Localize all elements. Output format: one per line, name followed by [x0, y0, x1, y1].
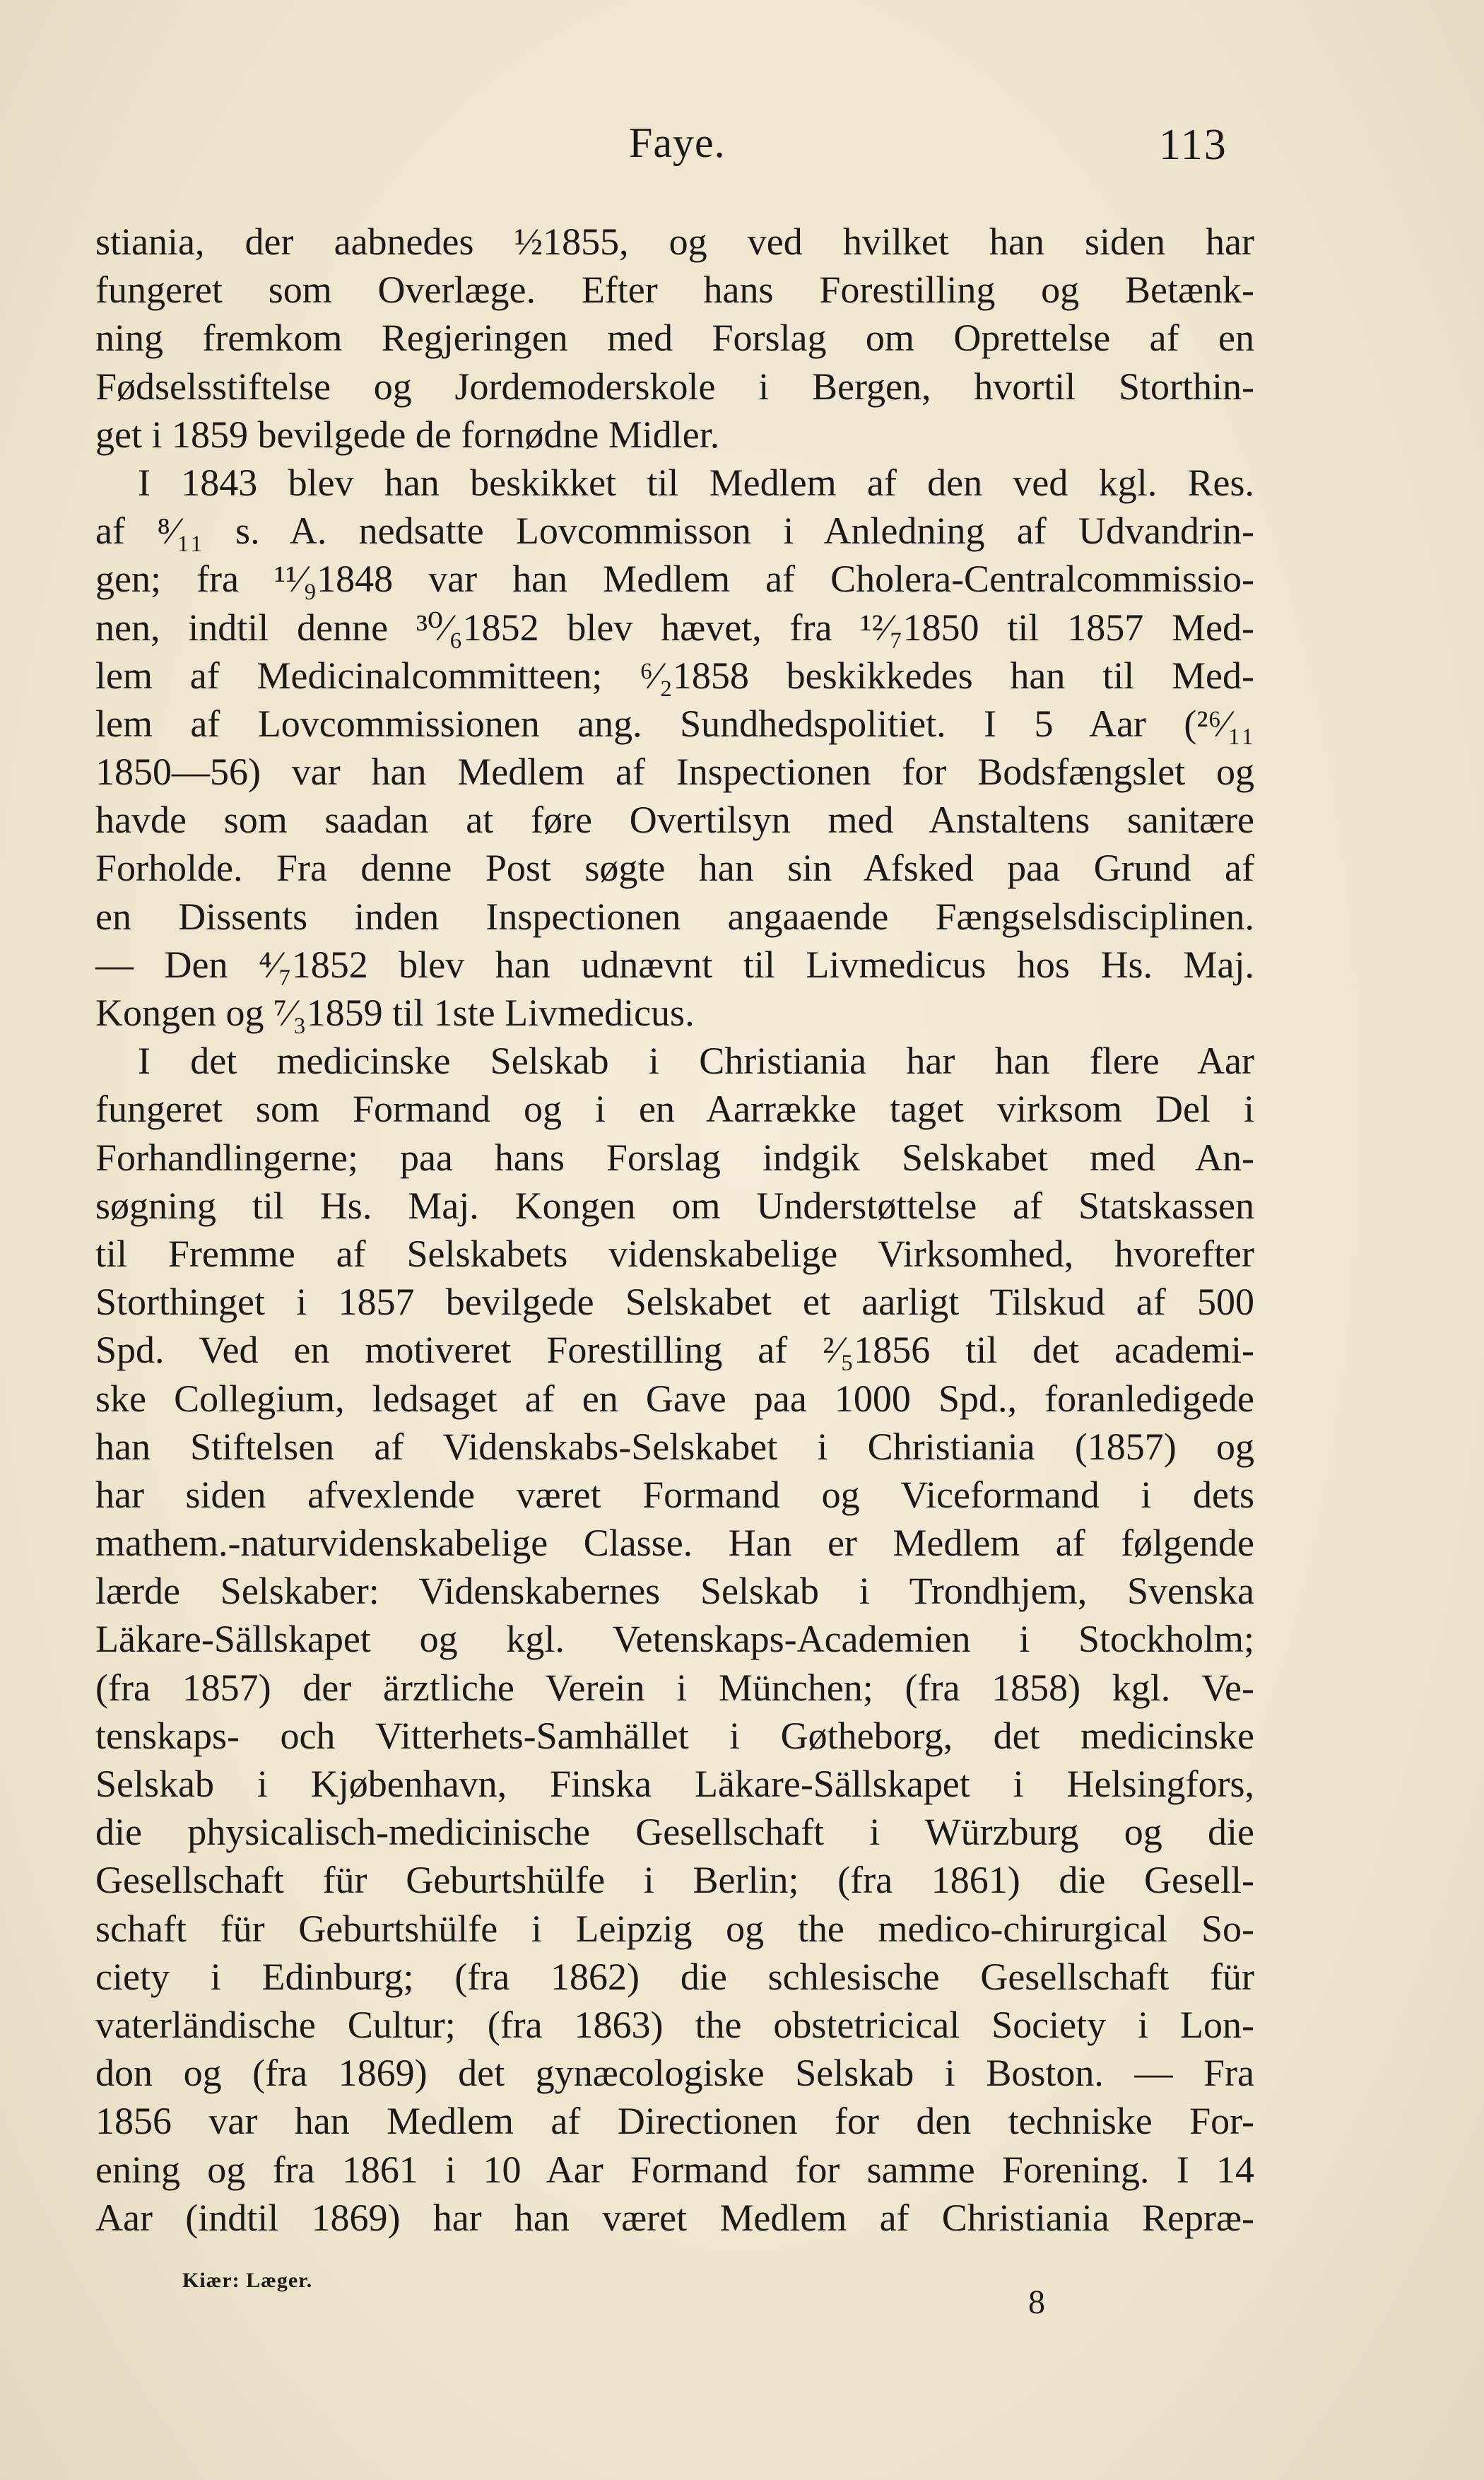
text-line: søgning til Hs. Maj. Kongen om Understøttelse af Statskassen [95, 1184, 1254, 1227]
sheet-number: 8 [1028, 2284, 1045, 2321]
text-line: fungeret som Overlæge. Efter hans Forestilling og Betænk- [95, 269, 1254, 312]
text-line: nen, indtil denne ³⁰⁄₆1852 blev hævet, fra ¹²⁄₇1850 til 1857 Med- [95, 606, 1254, 649]
text-line: Selskab i Kjøbenhavn, Finska Läkare-Sällskapet i Helsingfors, [95, 1763, 1254, 1805]
signature-mark: Kiær: Læger. [182, 2269, 313, 2292]
text-line: lærde Selskaber: Videnskabernes Selskab i Trondhjem, Svenska [95, 1570, 1254, 1613]
text-line: 1856 var han Medlem af Directionen for den techniske For- [95, 2100, 1254, 2143]
text-line: har siden afvexlende været Formand og Viceformand i dets [95, 1473, 1254, 1516]
text-line: (fra 1857) der ärztliche Verein i München; (fra 1858) kgl. Ve- [95, 1666, 1254, 1709]
text-line: stiania, der aabnedes ½1855, og ved hvilket han siden har [95, 221, 1254, 263]
text-line: get i 1859 bevilgede de fornødne Midler. [95, 413, 720, 456]
text-line: han Stiftelsen af Videnskabs-Selskabet i Christiania (1857) og [95, 1425, 1254, 1468]
text-line: ening og fra 1861 i 10 Aar Formand for samme Forening. I 14 [95, 2148, 1254, 2191]
text-line: lem af Lovcommissionen ang. Sundhedspolitiet. I 5 Aar (²⁶⁄₁₁ [95, 702, 1254, 745]
text-line: I 1843 blev han beskikket til Medlem af den ved kgl. Res. [138, 461, 1254, 504]
text-line: vaterländische Cultur; (fra 1863) the obstetricical Society i Lon- [95, 2003, 1254, 2046]
text-line: schaft für Geburtshülfe i Leipzig og the medico-chirurgical So- [95, 1907, 1254, 1950]
body-text [95, 218, 1254, 2242]
text-line: I det medicinske Selskab i Christiania har han flere Aar [138, 1040, 1254, 1083]
text-line: Aar (indtil 1869) har han været Medlem af Christiania Repræ- [95, 2196, 1254, 2239]
text-line: Storthinget i 1857 bevilgede Selskabet et aarligt Tilskud af 500 [95, 1281, 1254, 1324]
text-line: tenskaps- och Vitterhets-Samhället i Gøtheborg, det medicinske [95, 1714, 1254, 1757]
text-line: ciety i Edinburg; (fra 1862) die schlesische Gesellschaft für [95, 1955, 1254, 1998]
text-line: Läkare-Sällskapet og kgl. Vetenskaps-Academien i Stockholm; [95, 1618, 1254, 1661]
text-line: af ⁸⁄₁₁ s. A. nedsatte Lovcommisson i Anledning af Udvandrin- [95, 510, 1254, 553]
text-line: Kongen og ⁷⁄₃1859 til 1ste Livmedicus. [95, 992, 695, 1034]
text-line: Fødselsstiftelse og Jordemoderskole i Bergen, hvortil Storthin- [95, 365, 1254, 408]
text-line: Gesellschaft für Geburtshülfe i Berlin; (fra 1861) die Gesell- [95, 1859, 1254, 1902]
text-line: til Fremme af Selskabets videnskabelige Virksomhed, hvorefter [95, 1232, 1254, 1275]
text-line: 1850—56) var han Medlem af Inspectionen for Bodsfængslet og [95, 751, 1254, 794]
text-line: mathem.-naturvidenskabelige Classe. Han er Medlem af følgende [95, 1522, 1254, 1565]
text-line: en Dissents inden Inspectionen angaaende Fængselsdisciplinen. [95, 895, 1254, 938]
text-line: fungeret som Formand og i en Aarrække taget virksom Del i [95, 1088, 1254, 1131]
text-line: lem af Medicinalcommitteen; ⁶⁄₂1858 beskikkedes han til Med- [95, 654, 1254, 697]
text-line: — Den ⁴⁄₇1852 blev han udnævnt til Livmedicus hos Hs. Maj. [95, 943, 1254, 986]
text-line: ning fremkom Regjeringen med Forslag om Oprettelse af en [95, 317, 1254, 360]
text-line: ske Collegium, ledsaget af en Gave paa 1000 Spd., foranledigede [95, 1377, 1254, 1420]
running-title: Faye. [629, 119, 726, 166]
text-line: don og (fra 1869) det gynæcologiske Selskab i Boston. — Fra [95, 2052, 1254, 2095]
text-line: die physicalisch-medicinische Gesellschaft i Würzburg og die [95, 1811, 1254, 1854]
page-footer [0, 2247, 1484, 2332]
text-line: Forhandlingerne; paa hans Forslag indgik Selskabet med An- [95, 1136, 1254, 1179]
text-line: gen; fra ¹¹⁄₉1848 var han Medlem af Cholera-Centralcommissio- [95, 558, 1254, 601]
text-line: Forholde. Fra denne Post søgte han sin Afsked paa Grund af [95, 847, 1254, 890]
running-header [0, 119, 1484, 182]
text-line: havde som saadan at føre Overtilsyn med Anstaltens sanitære [95, 799, 1254, 842]
text-line: Spd. Ved en motiveret Forestilling af ²⁄₅1856 til det academi- [95, 1329, 1254, 1372]
page-number: 113 [1159, 121, 1227, 169]
